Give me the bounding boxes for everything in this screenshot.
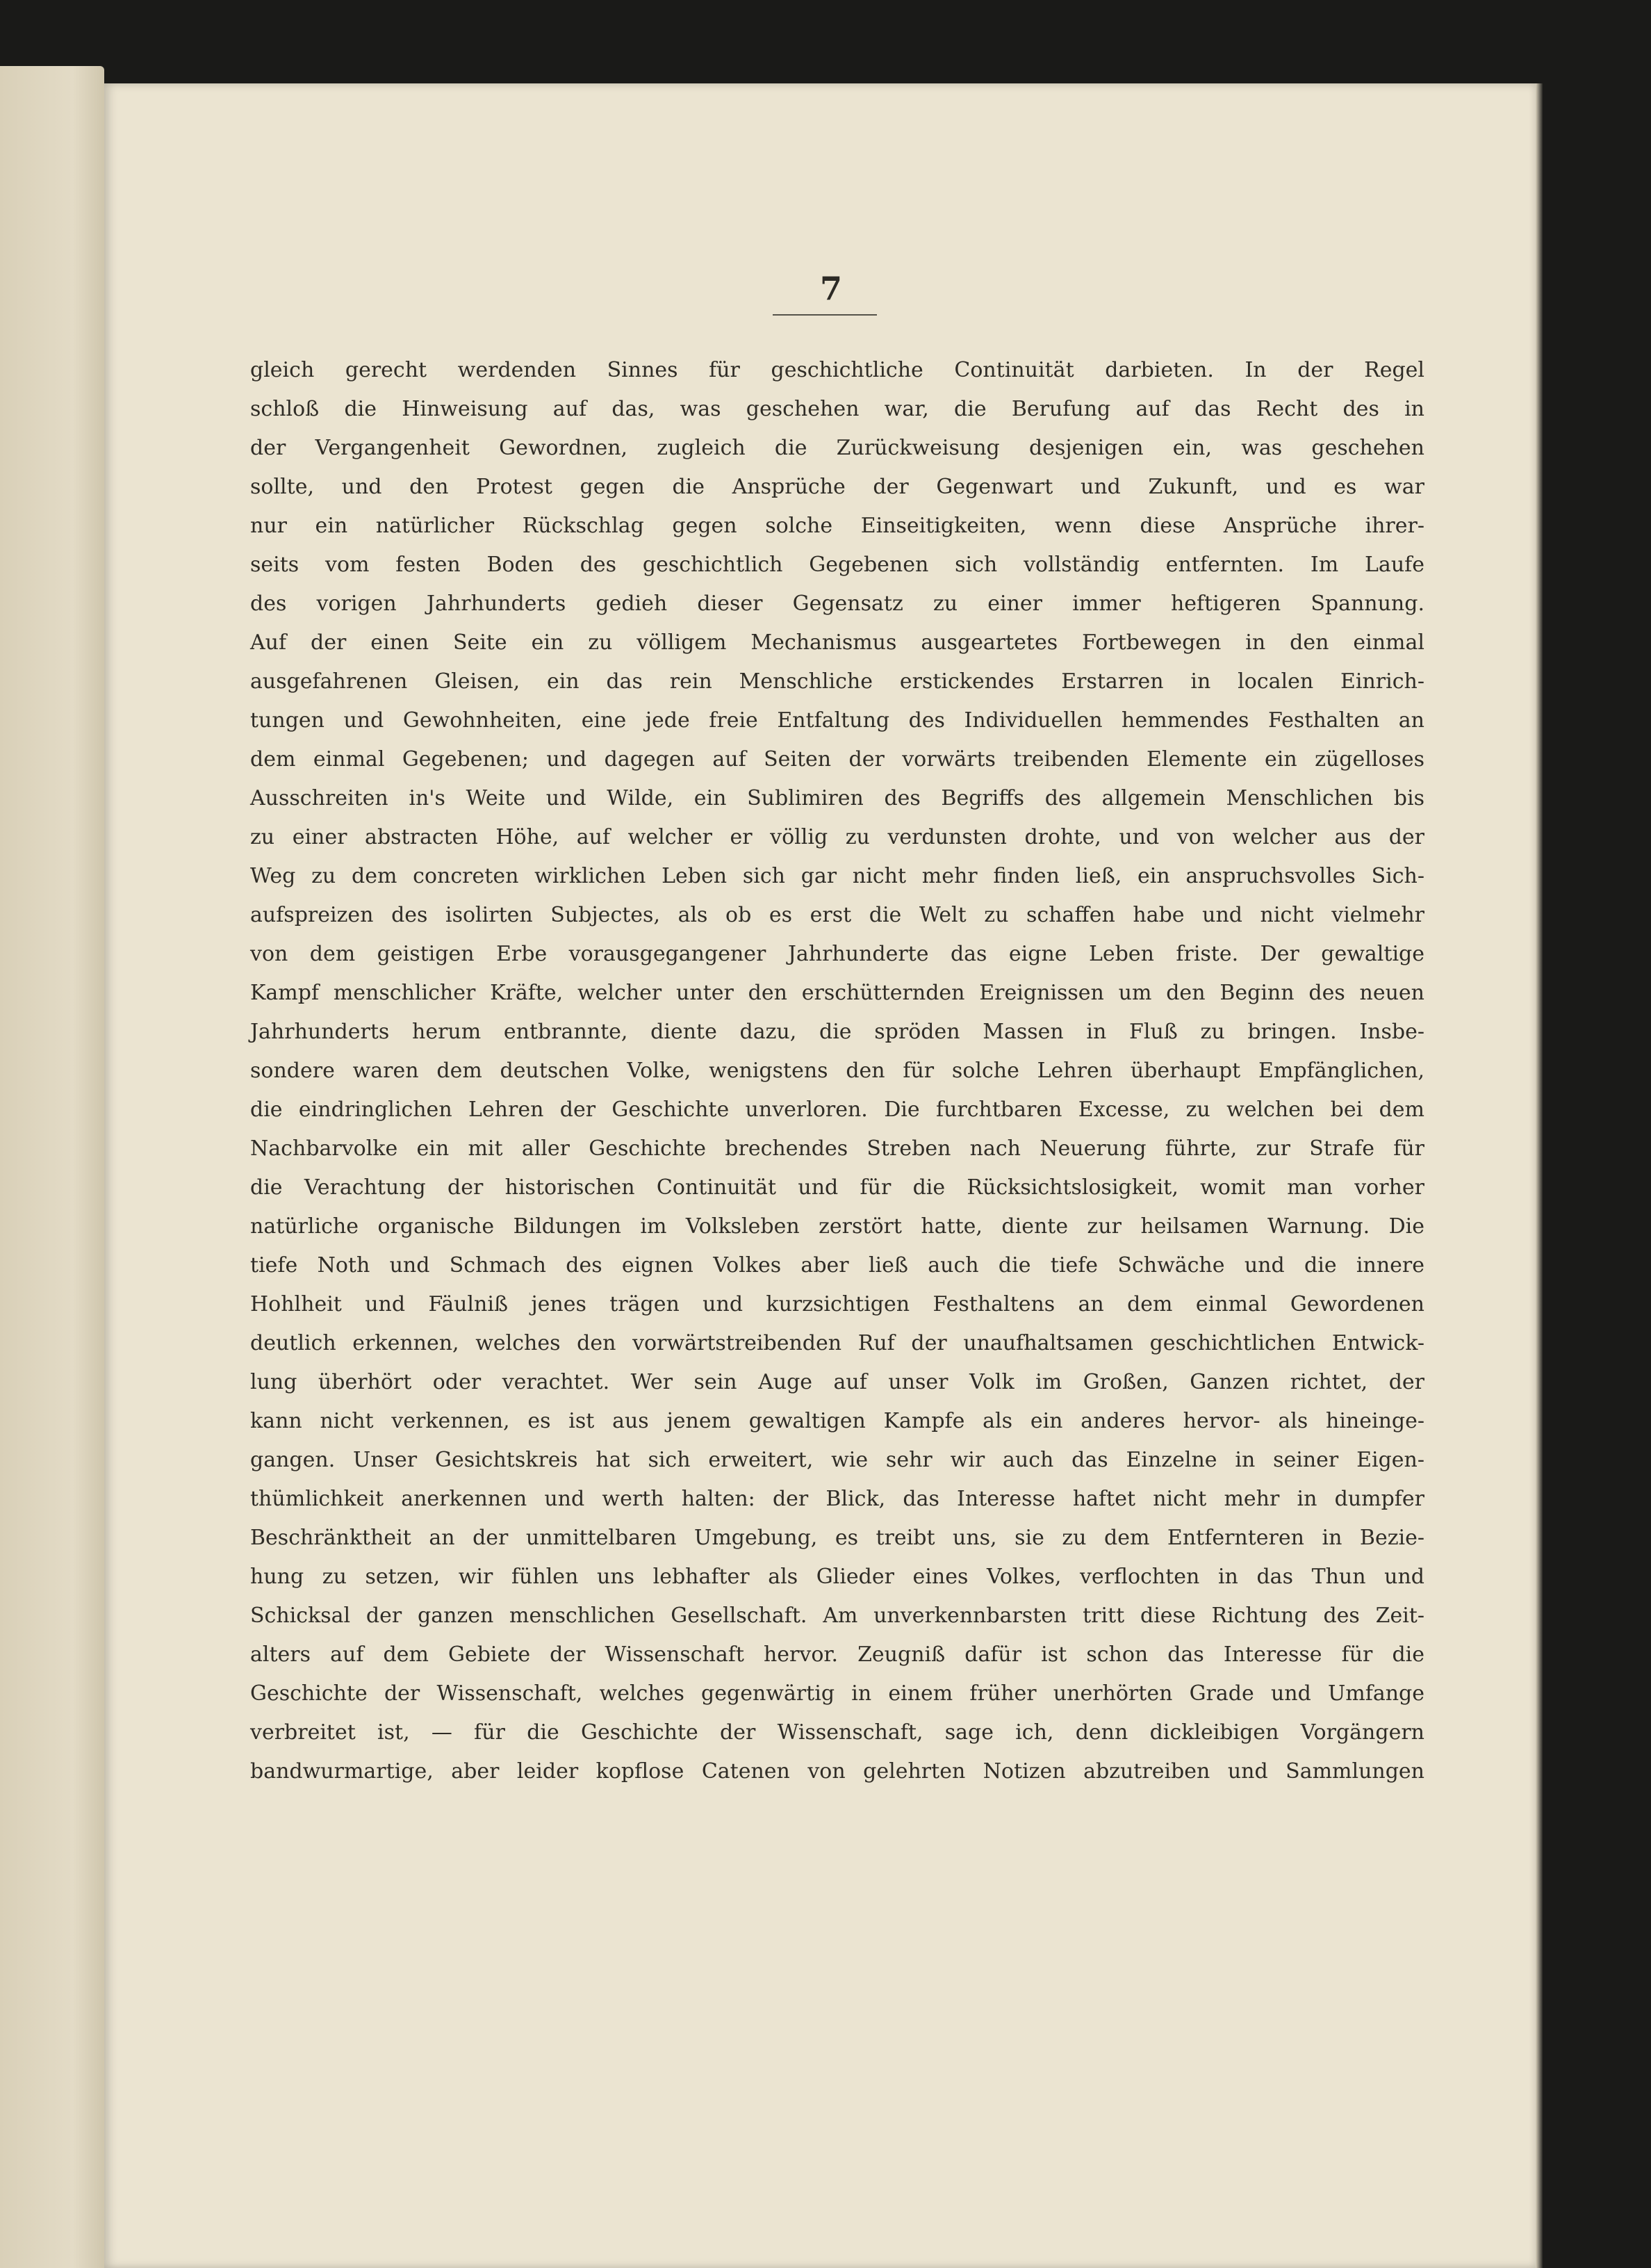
text-line: alters auf dem Gebiete der Wissenschaft hervor. Zeugniß dafür ist schon das Interesse für die (250, 1642, 1424, 1667)
text-line: zu einer abstracten Höhe, auf welcher er völlig zu verdunsten drohte, und von welcher aus der (250, 825, 1424, 849)
text-line: der Vergangenheit Gewordnen, zugleich die Zurückweisung desjenigen ein, was geschehen (250, 436, 1424, 460)
text-line: bandwurmartige, aber leider kopflose Catenen von gelehrten Notizen abzutreiben und Sammlungen (250, 1759, 1424, 1784)
text-line: natürliche organische Bildungen im Volksleben zerstört hatte, diente zur heilsamen Warnung. Die (250, 1214, 1424, 1239)
text-line: die eindringlichen Lehren der Geschichte unverloren. Die furchtbaren Excesse, zu welchen bei dem (250, 1098, 1424, 1122)
text-line: nur ein natürlicher Rückschlag gegen solche Einseitigkeiten, wenn diese Ansprüche ihrer- (250, 514, 1424, 538)
text-line: Geschichte der Wissenschaft, welches gegenwärtig in einem früher unerhörten Grade und Umfange (250, 1681, 1424, 1706)
text-line: Hohlheit und Fäulniß jenes trägen und kurzsichtigen Festhaltens an dem einmal Gewordenen (250, 1292, 1424, 1316)
text-line: kann nicht verkennen, es ist aus jenem gewaltigen Kampfe als ein anderes hervor- als hineinge- (250, 1409, 1424, 1433)
text-line: gangen. Unser Gesichtskreis hat sich erweitert, wie sehr wir auch das Einzelne in seiner Eigen- (250, 1448, 1424, 1472)
text-line: die Verachtung der historischen Continuität und für die Rücksichtslosigkeit, womit man vorher (250, 1175, 1424, 1200)
body-text (250, 351, 1424, 1791)
previous-page-edge (0, 66, 104, 2268)
text-line: verbreitet ist, — für die Geschichte der Wissenschaft, sage ich, denn dickleibigen Vorgängern (250, 1720, 1424, 1745)
text-line: Kampf menschlicher Kräfte, welcher unter den erschütternden Ereignissen um den Beginn des neuen (250, 981, 1424, 1005)
text-line: des vorigen Jahrhunderts gedieh dieser Gegensatz zu einer immer heftigeren Spannung. (250, 592, 1424, 616)
text-line: dem einmal Gegebenen; und dagegen auf Seiten der vorwärts treibenden Elemente ein zügelloses (250, 747, 1424, 772)
text-line: Beschränktheit an der unmittelbaren Umgebung, es treibt uns, sie zu dem Entfernteren in Bezie- (250, 1526, 1424, 1550)
text-line: Weg zu dem concreten wirklichen Leben sich gar nicht mehr finden ließ, ein anspruchsvolles Sich- (250, 864, 1424, 888)
text-line: sondere waren dem deutschen Volke, wenigstens den für solche Lehren überhaupt Empfänglichen, (250, 1059, 1424, 1083)
text-line: sollte, und den Protest gegen die Ansprüche der Gegenwart und Zukunft, und es war (250, 475, 1424, 499)
text-line: tungen und Gewohnheiten, eine jede freie Entfaltung des Individuellen hemmendes Festhalten an (250, 708, 1424, 733)
page-number-rule (773, 314, 877, 316)
text-line: Jahrhunderts herum entbrannte, diente dazu, die spröden Massen in Fluß zu bringen. Insbe- (250, 1020, 1424, 1044)
text-line: Nachbarvolke ein mit aller Geschichte brechendes Streben nach Neuerung führte, zur Strafe für (250, 1136, 1424, 1161)
text-line: hung zu setzen, wir fühlen uns lebhafter als Glieder eines Volkes, verflochten in das Thun und (250, 1565, 1424, 1589)
text-line: Auf der einen Seite ein zu völligem Mechanismus ausgeartetes Fortbewegen in den einmal (250, 630, 1424, 655)
text-line: Schicksal der ganzen menschlichen Gesellschaft. Am unverkennbarsten tritt diese Richtung des Zeit- (250, 1604, 1424, 1628)
text-line: aufspreizen des isolirten Subjectes, als ob es erst die Welt zu schaffen habe und nicht vielmehr (250, 903, 1424, 927)
text-line: tiefe Noth und Schmach des eignen Volkes aber ließ auch die tiefe Schwäche und die innere (250, 1253, 1424, 1278)
text-line: von dem geistigen Erbe vorausgegangener Jahrhunderte das eigne Leben friste. Der gewaltige (250, 942, 1424, 966)
text-line: Ausschreiten in's Weite und Wilde, ein Sublimiren des Begriffs des allgemein Menschlichen bis (250, 786, 1424, 810)
text-line: thümlichkeit anerkennen und werth halten: der Blick, das Interesse haftet nicht mehr in dumpfer (250, 1487, 1424, 1511)
text-line: schloß die Hinweisung auf das, was geschehen war, die Berufung auf das Recht des in (250, 397, 1424, 421)
text-line: gleich gerecht werdenden Sinnes für geschichtliche Continuität darbieten. In der Regel (250, 358, 1424, 382)
text-line: lung überhört oder verachtet. Wer sein Auge auf unser Volk im Großen, Ganzen richtet, der (250, 1370, 1424, 1394)
text-line: seits vom festen Boden des geschichtlich Gegebenen sich vollständig entfernten. Im Laufe (250, 553, 1424, 577)
text-line: ausgefahrenen Gleisen, ein das rein Menschliche erstickendes Erstarren in localen Einrich- (250, 669, 1424, 694)
page-fore-edge (1536, 83, 1543, 2268)
page-number: 7 (819, 270, 842, 307)
text-line: deutlich erkennen, welches den vorwärtstreibenden Ruf der unaufhaltsamen geschichtlichen Entwick- (250, 1331, 1424, 1355)
